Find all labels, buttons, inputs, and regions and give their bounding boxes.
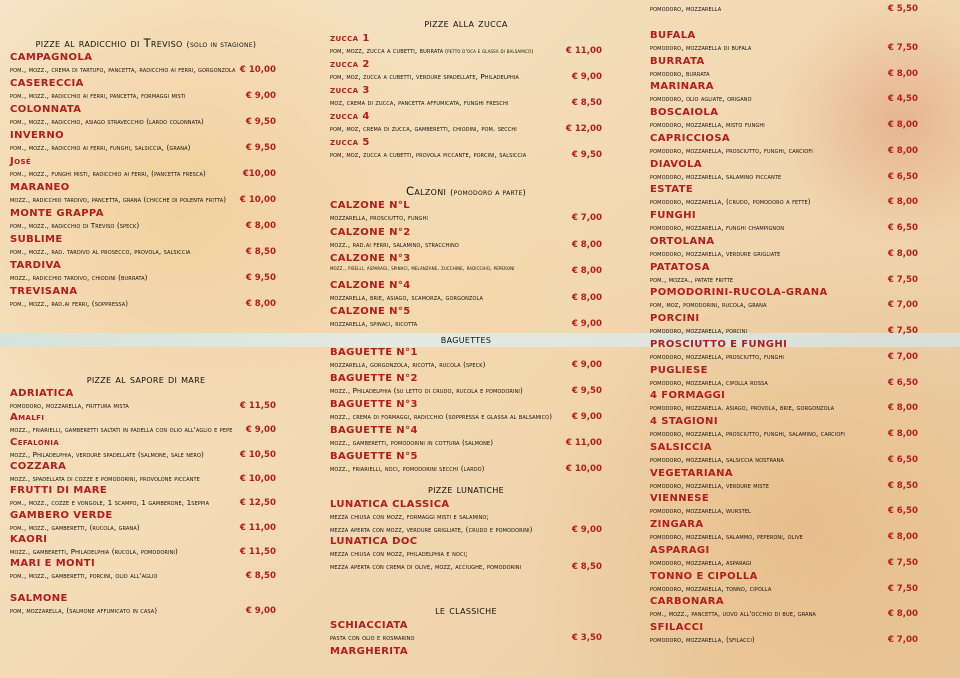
item-description — [10, 606, 157, 615]
item-description-text: pom, mozz, zucca a cubetti, burrata — [330, 46, 444, 55]
item-description — [650, 352, 784, 361]
section-title-text: le classiche — [435, 603, 497, 617]
item-description-text: pomodoro, mozzarella, prosciutto, funghi, carciofi — [650, 145, 813, 155]
item-name: Cefalonia — [10, 436, 60, 448]
item-description-text: pomodoro, mozzarella, frittura mista — [10, 401, 129, 410]
item-name: ASPARAGI — [650, 544, 710, 556]
item-name: MONTE GRAPPA — [10, 208, 104, 219]
item-price: € 8,00 — [571, 239, 602, 250]
section-title — [10, 372, 282, 386]
item-description-text: pom., mozz., rad.ai ferri, (soppressa) — [10, 299, 129, 308]
item-name: KAORI — [10, 533, 48, 545]
item-description-text: pomodoro, mozzarella, (sfilacci) — [650, 635, 755, 644]
item-price: €10,00 — [242, 169, 276, 179]
item-description — [330, 150, 526, 159]
item-price: € 7,00 — [887, 351, 918, 362]
item-description — [650, 481, 769, 490]
item-description-text: mozz., friarielli, gamberetti saltati in padella con olio all'aglio e pepe — [10, 425, 233, 435]
item-price: € 6,50 — [887, 171, 918, 182]
item-description — [650, 94, 752, 103]
item-description — [10, 247, 191, 256]
item-name: POMODORINI-RUCOLA-GRANA — [650, 287, 828, 299]
item-description — [330, 438, 493, 447]
item-name: PUGLIESE — [650, 364, 708, 376]
item-name: BAGUETTE N°5 — [330, 451, 418, 462]
item-description-text: mozz., piselli, asparagi, spinaci, melanzane, zucchine, radicchio, peperoni — [330, 266, 515, 272]
item-name: zucca 5 — [330, 137, 370, 148]
item-description-text: pomodoro, mozzarella, verdure grigliate — [650, 248, 781, 258]
item-price: € 11,50 — [239, 546, 276, 557]
item-name: COLONNATA — [10, 104, 82, 115]
item-description-text: mezza chiusa con mozz, formaggi misti e salamino; — [330, 512, 489, 521]
item-price: € 11,50 — [239, 401, 276, 411]
item-description — [10, 547, 178, 556]
item-price: € 8,00 — [887, 403, 918, 414]
item-name: PROSCIUTTO E FUNGHI — [650, 338, 788, 350]
item-description-line2: mezza aperta con mozz, verdure grigliate, (crudo e pomodorini) — [330, 525, 533, 534]
item-price: € 8,00 — [887, 120, 918, 130]
item-price: € 9,00 — [571, 412, 602, 422]
item-description — [650, 635, 755, 644]
item-name: MARANEO — [10, 182, 70, 193]
section-title — [330, 16, 602, 30]
item-description — [650, 146, 813, 155]
item-name: LUNATICA DOC — [330, 536, 418, 547]
item-name: Amalfi — [10, 412, 45, 424]
item-price: € 8,50 — [887, 480, 918, 491]
item-name: BAGUETTE N°2 — [330, 373, 418, 384]
item-description — [650, 532, 803, 541]
item-description — [330, 412, 552, 421]
item-description — [330, 213, 428, 222]
item-description-text: mozzarella, gorgonzola, ricotta, rucola (speck) — [330, 360, 486, 369]
item-description-text: pomodoro, mozzarella, asparagi — [650, 557, 752, 567]
item-name: CALZONE N°4 — [330, 279, 411, 291]
item-description-text: pom., mozz., rad. tardivo al prosecco, provola, salsiccia — [10, 247, 191, 256]
item-price: € 7,00 — [887, 300, 918, 311]
item-description-text: mozz., spadellata di cozze e pomodorini, provolone piccante — [10, 473, 200, 483]
item-price: € 8,00 — [887, 429, 918, 439]
item-name: José — [10, 156, 32, 167]
item-price: € 8,50 — [571, 98, 602, 108]
item-price: € 8,00 — [887, 609, 918, 620]
item-name: GAMBERO VERDE — [10, 509, 113, 521]
item-name: CARBONARA — [650, 596, 725, 608]
item-description — [650, 584, 771, 593]
item-name: zucca 1 — [330, 33, 370, 44]
section-title-text: Calzoni — [406, 184, 447, 198]
item-description-text: mozz., Philadelphia, verdure spadellate (salmone, sale nero) — [10, 449, 204, 459]
item-description-text: mozz., Philadelphia (su letto di crudo, rucola e pomodorini) — [330, 386, 523, 395]
item-description — [330, 124, 517, 133]
item-description — [330, 240, 459, 249]
section-title-text: baguettes — [440, 332, 492, 346]
section-subtitle: (solo in stagione) — [186, 40, 257, 49]
item-price: € 7,50 — [887, 42, 918, 53]
item-description — [10, 65, 236, 74]
item-name: BUFALA — [650, 29, 696, 41]
item-description-text: pom., mozz., funghi misti, radicchio ai ferri, (pancetta fresca) — [10, 169, 206, 178]
item-price: € 8,00 — [887, 145, 918, 156]
item-price: € 9,50 — [571, 150, 602, 160]
item-description — [330, 46, 533, 55]
item-description-text: pom, moz, pomodorini, rucola, grana — [650, 300, 767, 310]
item-description-text: pom, mozzarella, (salmone affumicato in casa) — [10, 606, 158, 616]
item-name: MARI E MONTI — [10, 558, 96, 570]
item-description — [650, 172, 781, 181]
item-description — [10, 195, 226, 204]
item-price: € 11,00 — [239, 522, 276, 533]
item-name: PATATOSA — [650, 261, 710, 273]
item-description — [330, 98, 508, 107]
item-description-text: pomodoro, burrata — [650, 68, 710, 78]
item-name: TARDIVA — [10, 260, 62, 271]
item-description — [650, 326, 747, 335]
item-description — [330, 319, 417, 328]
item-description-text: mozz., rad.ai ferri, salamino, stracchino — [330, 239, 459, 249]
item-description-text: pom., mozz., gamberetti, porcini, olio all'aglio — [10, 571, 158, 581]
item-description — [650, 223, 784, 232]
item-price: € 10,00 — [239, 473, 276, 484]
item-description-text: pom., mozz., pancetta, uovo all'occhio di bue, grana — [650, 609, 816, 619]
item-name: FRUTTI DI MARE — [10, 485, 108, 497]
item-description-text: pomodoro, mozzarella, tonno, cipolla — [650, 583, 772, 593]
item-description-text: mozzarella, brie, asiago, scamorza, gorgonzola — [330, 292, 484, 302]
item-name: CAMPAGNOLA — [10, 52, 93, 63]
item-description-text: pomodoro, mozzarella, salsiccia nostrana — [650, 454, 784, 464]
item-price: € 8,00 — [887, 68, 918, 79]
item-price: € 9,00 — [571, 525, 602, 535]
item-price: € 4,50 — [887, 94, 918, 105]
item-price: € 8,00 — [571, 292, 602, 303]
item-name: SUBLIME — [10, 234, 63, 245]
item-price: € 8,50 — [245, 571, 276, 582]
item-price: € 8,00 — [887, 197, 918, 208]
item-description-text: mozzarella, spinaci, ricotta — [330, 319, 418, 328]
item-name: ADRIATICA — [10, 388, 74, 399]
item-description-text: pomodoro, mozzarella, funghi champignon — [650, 223, 785, 232]
item-price: € 3,50 — [571, 633, 602, 643]
item-price: € 6,50 — [887, 223, 918, 233]
item-price: € 11,00 — [565, 46, 602, 56]
item-description-text: pom., mozz., radicchio ai ferri, pancetta, formaggi misti — [10, 91, 186, 100]
item-description-text: pom., mozza., patate fritte — [650, 274, 734, 284]
item-description-text: pomodoro, mozzarella, wurstel — [650, 506, 751, 516]
item-description — [330, 360, 486, 369]
item-description — [10, 91, 186, 100]
item-description — [330, 464, 485, 473]
item-description-text: pom., mozz., radicchio, asiago stravecchio (lardo colonnata) — [10, 117, 204, 126]
item-description — [10, 498, 209, 507]
item-description — [10, 450, 204, 459]
item-price: € 9,00 — [245, 91, 276, 101]
item-description — [10, 571, 157, 580]
item-price: € 8,50 — [571, 562, 602, 572]
item-description-text: mozzarella, prosciutto, funghi — [330, 213, 428, 222]
section-title-text: pizze al radicchio di Treviso — [35, 36, 183, 50]
section-title — [330, 332, 602, 346]
item-description — [10, 221, 139, 230]
item-description-text: moz, crema di zucca, pancetta affumicata, funghi freschi — [330, 98, 509, 107]
item-name: zucca 4 — [330, 111, 370, 122]
item-name: BAGUETTE N°3 — [330, 399, 418, 410]
item-name: ZINGARA — [650, 519, 704, 530]
item-price: € 10,00 — [239, 195, 276, 205]
item-description-text: pomodoro, mozzarella, misto funghi — [650, 120, 765, 129]
item-description-text: pomodoro, mozzarella, verdure miste — [650, 480, 769, 490]
item-price: € 9,50 — [245, 143, 276, 153]
item-name: CALZONE N°L — [330, 200, 411, 211]
item-description-text: mozz., gamberetti, Philadelphia (rucola, pomodorini) — [10, 546, 178, 556]
item-description — [330, 549, 468, 558]
item-description — [650, 197, 811, 206]
section-title-text: pizze lunatiche — [427, 482, 504, 496]
item-name: SALSICCIA — [650, 441, 712, 453]
item-name: BAGUETTE N°1 — [330, 347, 418, 358]
item-description — [650, 69, 710, 78]
item-description — [330, 266, 515, 272]
item-description — [330, 293, 483, 302]
item-price: € 6,50 — [887, 506, 918, 517]
item-name: VIENNESE — [650, 493, 710, 505]
item-description — [10, 273, 148, 282]
item-description-text: pom., mozz., radicchio ai ferri, funghi, salsiccia, (grana) — [10, 143, 191, 152]
item-description — [650, 249, 780, 258]
item-description — [650, 558, 751, 567]
item-price: € 7,00 — [887, 635, 918, 645]
item-name: FUNGHI — [650, 210, 697, 221]
section-title — [330, 184, 602, 198]
item-name: zucca 3 — [330, 85, 370, 96]
section-title — [10, 36, 282, 50]
item-name: 4 FORMAGGI — [650, 390, 726, 402]
item-description-text: pomodoro, mozzarella, salamino piccante — [650, 171, 782, 181]
item-name: CALZONE N°3 — [330, 253, 411, 264]
item-price: € 8,00 — [245, 221, 276, 231]
item-description — [330, 72, 519, 81]
item-price: € 9,00 — [571, 360, 602, 370]
item-description-text: mozz., radicchio tardivo, chiodini (burrata) — [10, 273, 148, 282]
item-description-text: pomodoro, mozzarella — [650, 4, 722, 13]
item-description — [10, 143, 191, 152]
item-name: TONNO E CIPOLLA — [650, 570, 758, 582]
item-description-text: pomodoro, mozzarella, prosciutto, funghi — [650, 351, 784, 361]
item-price: € 7,50 — [887, 557, 918, 568]
item-description — [10, 117, 204, 126]
item-price: € 8,50 — [245, 247, 276, 257]
item-name: CALZONE N°5 — [330, 306, 411, 317]
item-description — [650, 275, 733, 284]
item-description — [10, 474, 200, 483]
item-price: € 10,00 — [239, 65, 276, 75]
item-description-text: pomodoro, olio agliate, origano — [650, 94, 752, 104]
item-description-line2: mezza aperta con crema di olive, mozz, acciughe, pomodorini — [330, 562, 522, 571]
item-price: € 8,00 — [887, 532, 918, 542]
item-description — [10, 299, 128, 308]
section-title — [330, 482, 602, 496]
item-price: € 9,00 — [571, 72, 602, 82]
item-name: zucca 2 — [330, 59, 370, 70]
item-description — [330, 512, 489, 521]
item-description — [650, 300, 766, 309]
item-price: € 7,50 — [887, 583, 918, 594]
item-price: € 7,50 — [887, 274, 918, 285]
item-description — [650, 506, 751, 515]
item-description-text: pom., mozz., gamberetti, (rucola, grana) — [10, 522, 140, 532]
item-name: DIAVOLA — [650, 158, 703, 170]
item-description-text: mozz., crema di formaggi, radicchio (soppressa e glassa al balsamico) — [330, 412, 553, 421]
item-price: € 10,00 — [565, 464, 602, 474]
item-description-text: pomodoro, mozzarella, salammo, peperoni, olive — [650, 532, 803, 541]
item-description — [650, 120, 765, 129]
item-name: CASERECCIA — [10, 78, 84, 89]
section-title — [330, 603, 602, 617]
item-name: BOSCAIOLA — [650, 107, 719, 118]
item-price: € 9,00 — [245, 606, 276, 617]
item-description-text: pomodoro, mozzarella, porcini — [650, 326, 748, 335]
item-description-text: pomodoro, mozzarella. asiago, provola, brie, gorgonzola — [650, 403, 835, 413]
item-price: € 9,50 — [571, 386, 602, 396]
item-description-text: pomodoro, mozzarella, cipolla rossa — [650, 377, 768, 387]
item-price: € 6,50 — [887, 377, 918, 388]
item-name: MARINARA — [650, 81, 714, 93]
item-description — [330, 386, 523, 395]
item-description — [10, 425, 233, 434]
section-subtitle: (pomodoro a parte) — [450, 188, 526, 197]
item-price: € 8,00 — [571, 266, 602, 276]
item-description-text: mezza chiusa con mozz, philadelphia e noci; — [330, 549, 468, 558]
item-name: PORCINI — [650, 313, 700, 324]
item-description — [650, 609, 816, 618]
section-title-text: pizze alla zucca — [424, 16, 508, 30]
item-description — [650, 378, 768, 387]
item-name: CAPRICCIOSA — [650, 132, 731, 144]
item-description-text: mozz., radicchio tardivo, pancetta, grana (chicche di polenta fritta) — [10, 195, 227, 204]
item-name: SCHIACCIATA — [330, 620, 408, 631]
item-price: € 7,00 — [571, 213, 602, 223]
item-name: INVERNO — [10, 130, 65, 141]
item-description-text: mozz., gamberetti, pomodorini in cottura (salmone) — [330, 438, 494, 447]
item-description — [10, 169, 206, 178]
item-name: MARGHERITA — [330, 646, 409, 657]
item-description — [650, 403, 834, 412]
item-description-text: pomodoro, mozzarella di bufala — [650, 42, 752, 52]
item-name: SALMONE — [10, 593, 68, 605]
item-price: € 12,50 — [239, 498, 276, 509]
item-description — [650, 43, 751, 52]
item-description — [650, 455, 784, 464]
item-price: € 5,50 — [887, 4, 918, 14]
item-name: SFILACCI — [650, 622, 704, 633]
item-price: € 8,00 — [887, 248, 918, 259]
item-name: LUNATICA CLASSICA — [330, 499, 450, 510]
item-description-text: pomodoro, mozzarella, (crudo, pomodoro a fette) — [650, 197, 811, 207]
item-price: € 7,50 — [887, 326, 918, 336]
item-description-text: pom, moz, crema di zucca, gamberetti, chiodini, pom. secchi — [330, 124, 517, 133]
item-price: € 9,50 — [245, 273, 276, 283]
item-name: BAGUETTE N°4 — [330, 425, 418, 436]
item-description — [650, 429, 845, 438]
item-description-text: pom, moz, zucca a cubetti, verdure spadellate, Philadelphia — [330, 72, 519, 81]
item-price: € 9,00 — [571, 319, 602, 329]
item-price: € 6,50 — [887, 454, 918, 465]
item-description — [10, 523, 140, 532]
item-name: ORTOLANA — [650, 235, 715, 247]
item-name: TREVISANA — [10, 286, 78, 297]
item-name: CALZONE N°2 — [330, 226, 411, 238]
item-name: 4 STAGIONI — [650, 416, 718, 427]
item-description-text: pom., mozz., cozze e vongole, 1 scampo, 1 gamberone, 1seppia — [10, 498, 210, 508]
item-price: € 11,00 — [565, 438, 602, 448]
item-description-text: pom., mozz., radicchio di Treviso (speck) — [10, 221, 140, 230]
item-name: ESTATE — [650, 184, 694, 196]
item-description-text: pomodoro, mozzarella, prosciutto, funghi, salamino, carciofi — [650, 429, 845, 438]
item-description-text: mozz., friarielli, noci, pomodorini secchi (lardo) — [330, 464, 485, 473]
item-description-text: pom., mozz., crema di tartufo, pancetta, radicchio ai ferri, gorgonzola — [10, 65, 236, 74]
item-price: € 8,00 — [245, 299, 276, 309]
item-description-text: pasta con olio e rosmarino — [330, 633, 415, 642]
item-description-text: pom, moz, zucca a cubetti, provola piccante, porcini, salsiccia — [330, 150, 527, 159]
item-name: COZZARA — [10, 460, 67, 472]
item-price: € 9,50 — [245, 117, 276, 127]
item-description — [10, 401, 129, 410]
item-price: € 12,00 — [565, 124, 602, 134]
item-name: VEGETARIANA — [650, 467, 734, 479]
item-price: € 10,50 — [239, 449, 276, 460]
item-description — [330, 633, 415, 642]
item-description — [650, 4, 721, 13]
section-title-text: pizze al sapore di mare — [86, 372, 206, 386]
item-name: BURRATA — [650, 55, 705, 67]
item-price: € 9,00 — [245, 425, 276, 436]
item-description-note: (petto d'oca e glassa di balsamico) — [445, 49, 534, 55]
